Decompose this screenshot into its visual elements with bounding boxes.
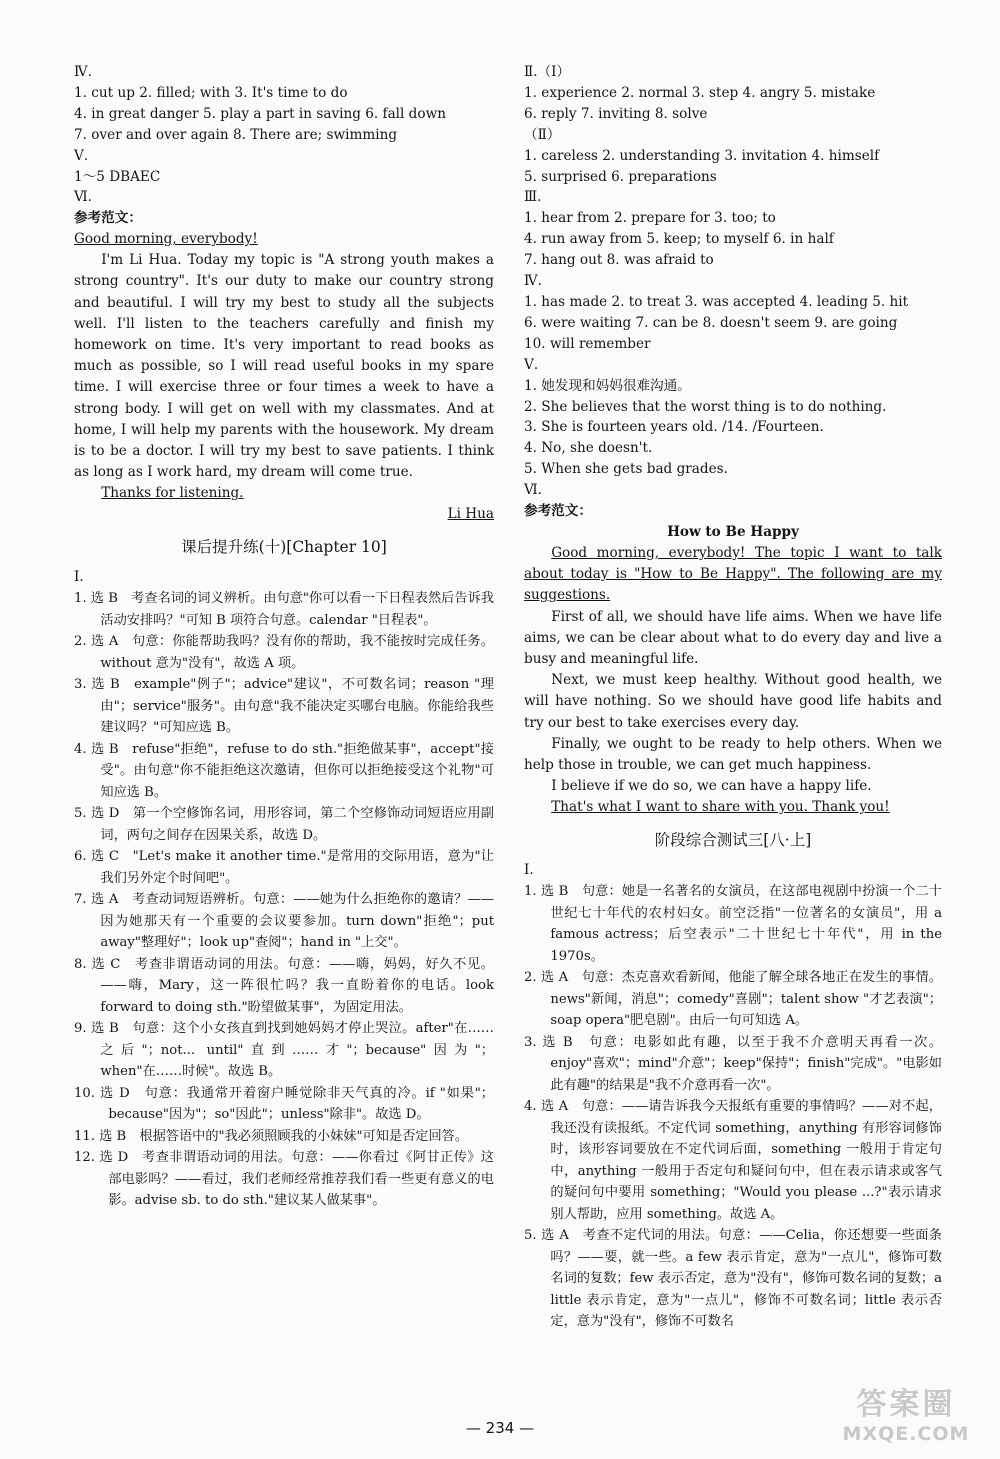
section-header: Ⅵ.: [74, 189, 92, 206]
essay-label: 参考范文：: [524, 503, 592, 520]
question-explanation: 1. 选 B 句意：她是一名著名的女演员，在这部电视剧中扮演一个二十世纪七十年代的农村妇女。前空泛指"一位著名的女演员"，用 a famous actress；后空表示"二十世纪七十年代"，用 in the 1970s。: [524, 884, 942, 964]
section-header: Ⅲ.: [524, 189, 542, 206]
answer-line: 5. surprised 6. preparations: [524, 168, 717, 185]
answer-line: 1. careless 2. understanding 3. invitation 4. himself: [524, 147, 880, 164]
answer-line: 3. She is fourteen years old. /14. /Fourteen.: [524, 419, 824, 436]
question-explanation: 5. 选 D 第一个空修饰名词，用形容词，第二个空修饰动词短语应用副词，两句之间存在因果关系，故选 D。: [74, 806, 494, 843]
answer-line: 1. hear from 2. prepare for 3. too; to: [524, 210, 776, 227]
left-column: [74, 62, 494, 1212]
question-explanation: 5. 选 A 考查不定代词的用法。句意：——Celia，你还想要一些面条吗？——要，就一些。a few 表示肯定，意为"一点儿"，修饰可数名词的复数；few 表示否定，意为"没有"，修饰可数名词的复数；a little 表示肯定，意为"一点儿"，修饰不可数名词；little 表示否定，意为"没有"，修饰不可数名: [524, 1228, 942, 1330]
question-explanation: 6. 选 C "Let's make it another time."是常用的交际用语，意为"让我们另外定个时间吧"。: [74, 849, 494, 886]
answer-line: 1. has made 2. to treat 3. was accepted 4. leading 5. hit: [524, 293, 909, 310]
section-title: 课后提升练(十)[Chapter 10]: [181, 538, 387, 557]
answer-line: 2. She believes that the worst thing is to do nothing.: [524, 398, 887, 415]
answer-line: 1～5 DBAEC: [74, 168, 161, 185]
essay-title: How to Be Happy: [667, 523, 799, 540]
watermark: [826, 1379, 986, 1449]
essay-signature: Li Hua: [447, 506, 494, 523]
answer-line: 1. cut up 2. filled; with 3. It's time to do: [74, 84, 348, 101]
essay-paragraph: Finally, we ought to be ready to help others. When we help those in trouble, we can get much happiness.: [524, 735, 942, 773]
section-header: Ⅴ.: [524, 356, 539, 373]
answer-line: 6. reply 7. inviting 8. solve: [524, 105, 708, 122]
answer-line: 4. run away from 5. keep; to myself 6. in half: [524, 231, 834, 248]
essay-thanks: Thanks for listening.: [101, 485, 244, 502]
section-title: 阶段综合测试三[八·上]: [654, 831, 812, 850]
essay-paragraph: I believe if we do so, we can have a happy life.: [551, 778, 872, 795]
answer-line: 7. over and over again 8. There are; swimming: [74, 126, 398, 143]
question-explanation: 9. 选 B 句意：这个小女孩直到找到她妈妈才停止哭泣。after"在……之后"；not... until"直到……才"；because"因为"；when"在……时候"。故选 B。: [74, 1021, 494, 1080]
section-header: Ⅵ.: [524, 482, 542, 499]
section-header: （Ⅱ）: [524, 126, 561, 143]
essay-paragraph: I'm Li Hua. Today my topic is "A strong youth makes a strong country". It's our duty to make our country strong and beautiful. I will try my best to study all the subjects well. I'll listen to the teachers carefully and finish my homework on time. It's very important to read books as much as possible, so I will read useful books in my spare time. I will exercise three or four times a week to have a strong body. I will get on well with my classmates. And at home, I will help my parents with the housework. My dream is to be a doctor. I will try my best to save patients. I think as long as I work hard, my dream will come true.: [74, 252, 494, 481]
answer-line: 1. experience 2. normal 3. step 4. angry 5. mistake: [524, 84, 876, 101]
page-number: — 234 —: [465, 1419, 535, 1437]
essay-paragraph: First of all, we should have life aims. When we have life aims, we can be clear about what to do every day and live a busy and meaningful life.: [524, 608, 942, 667]
answer-line: 5. When she gets bad grades.: [524, 461, 728, 478]
answer-line: 4. No, she doesn't.: [524, 440, 653, 457]
section-header: Ⅰ.: [74, 569, 84, 586]
question-explanation: 3. 选 B example"例子"；advice"建议"，不可数名词；reason "理由"；service"服务"。由句意"我不能决定买哪台电脑。你能给我些建议吗？"可知应选 B。: [74, 677, 494, 736]
essay-paragraph: Good morning, everybody! The topic I want to talk about today is "How to Be Happy". The following are my suggestions.: [524, 544, 942, 604]
question-explanation: 11. 选 B 根据答语中的"我必须照顾我的小妹妹"可知是否定回答。: [74, 1128, 469, 1144]
section-header: Ⅳ.: [524, 273, 542, 290]
question-explanation: 10. 选 D 句意：我通常开着窗户睡觉除非天气真的冷。if "如果"；because"因为"；so"因此"；unless"除非"。故选 D。: [74, 1085, 494, 1123]
question-explanation: 12. 选 D 考查非谓语动词的用法。句意：——你看过《阿甘正传》这部电影吗？——看过，我们老师经常推荐我们看一些更有意义的电影。advise sb. to do sth."建议某人做某事"。: [74, 1150, 494, 1209]
essay-label: 参考范文：: [74, 210, 142, 227]
essay-closing: That's what I want to share with you. Thank you!: [551, 799, 890, 816]
section-header: Ⅰ.: [524, 862, 534, 879]
section-header: Ⅴ.: [74, 147, 89, 164]
question-explanation: 8. 选 C 考查非谓语动词的用法。句意：——嗨，妈妈，好久不见。——嗨，Mary，这一阵很忙吗？我一直盼着你的电话。look forward to doing sth."盼望做某事"，为固定用法。: [74, 956, 494, 1015]
answer-line: 4. in great danger 5. play a part in saving 6. fall down: [74, 105, 446, 122]
question-explanation: 2. 选 A 句意：杰克喜欢看新闻，他能了解全球各地正在发生的事情。news"新闻，消息"；comedy"喜剧"；talent show "才艺表演"；soap opera"肥皂剧"。由后一句可知选 A。: [524, 970, 942, 1029]
watermark-logo: 答案圈: [856, 1387, 956, 1422]
question-explanation: 1. 选 B 考查名词的词义辨析。由句意"你可以看一下日程表然后告诉我活动安排吗？"可知 B 项符合句意。calendar "日程表"。: [74, 591, 494, 628]
essay-paragraph: Next, we must keep healthy. Without good health, we will have nothing. So we should have good life habits and try our best to take exercises every day.: [524, 672, 942, 731]
answer-line: 7. hang out 8. was afraid to: [524, 252, 714, 269]
question-explanation: 4. 选 B refuse"拒绝"，refuse to do sth."拒绝做某事"，accept"接受"。由句意"你不能拒绝这次邀请，但你可以拒绝接受这个礼物"可知应选 B。: [74, 741, 494, 800]
essay-greeting: Good morning, everybody!: [74, 231, 258, 248]
question-explanation: 3. 选 B 句意：电影如此有趣，以至于我不介意明天再看一次。enjoy"喜欢"；mind"介意"；keep"保持"；finish"完成"。"电影如此有趣"的结果是"我不介意再看一次"。: [524, 1034, 942, 1093]
question-explanation: 4. 选 A 句意：——请告诉我今天报纸有重要的事情吗？——对不起，我还没有读报纸。不定代词 something，anything 有形容词修饰时，该形容词要放在不定代词后面，something 一般用于肯定句中，anything 一般用于否定句和疑问句中，但在表示请求或客气的疑问句中要用 something；"Would you please ...?"表示请求别人帮助，应用 something。故选 A。: [524, 1099, 942, 1222]
watermark-site: MXQE.COM: [842, 1423, 970, 1445]
question-explanation: 2. 选 A 句意：你能帮助我吗？没有你的帮助，我不能按时完成任务。without 意为"没有"，故选 A 项。: [74, 634, 494, 671]
right-column: [524, 62, 942, 1333]
answer-line: 10. will remember: [524, 335, 651, 352]
section-header: Ⅱ.（Ⅰ）: [524, 64, 571, 80]
answer-line: 6. were waiting 7. can be 8. doesn't seem 9. are going: [524, 314, 898, 331]
answer-line: 1. 她发现和妈妈很难沟通。: [524, 377, 691, 394]
question-explanation: 7. 选 A 考查动词短语辨析。句意：——她为什么拒绝你的邀请？——因为她那天有一个重要的会议要参加。turn down"拒绝"；put away"整理好"；look up"查阅"；hand in "上交"。: [74, 892, 494, 951]
section-header: Ⅳ.: [74, 64, 92, 80]
